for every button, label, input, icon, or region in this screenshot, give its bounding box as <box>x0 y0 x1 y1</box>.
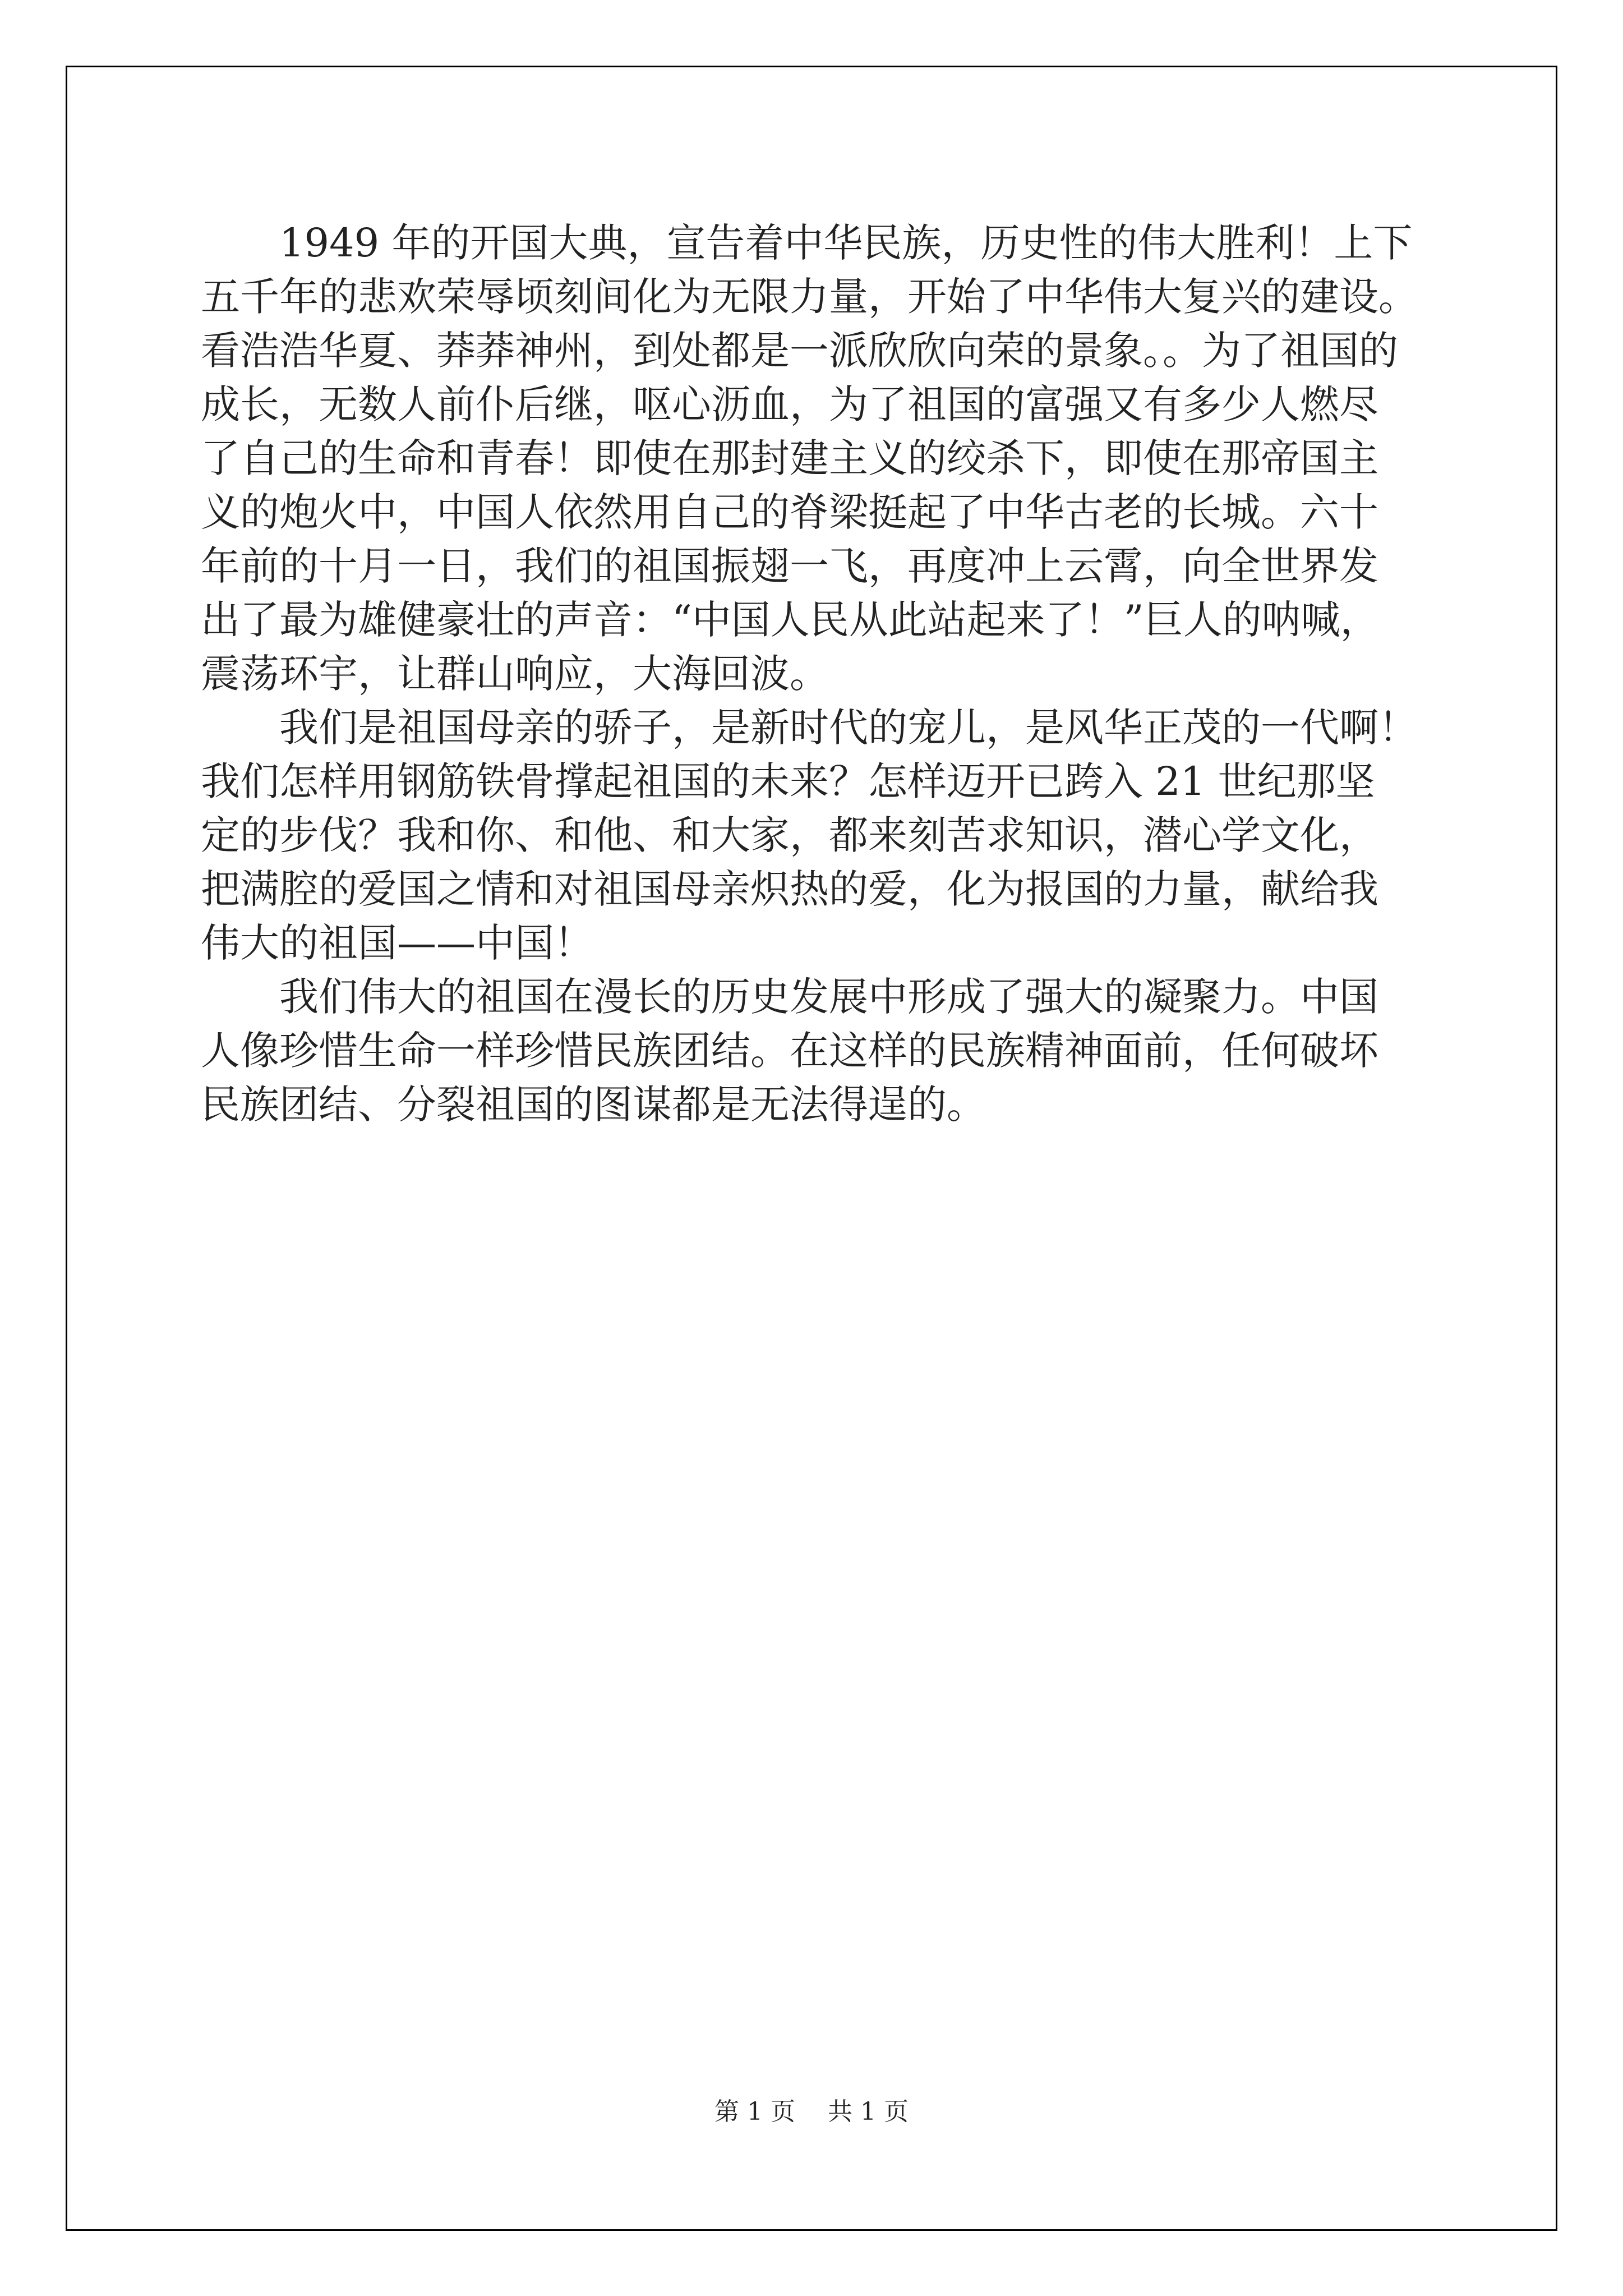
body-line: 出了最为雄健豪壮的声音：“中国人民从此站起来了！”巨人的呐喊， <box>201 597 1380 643</box>
body-line: 我们伟大的祖国在漫长的历史发展中形成了强大的凝聚力。中国 <box>201 974 1378 1020</box>
body-line: 定的步伐？我和你、和他、和大家，都来刻苦求知识，潜心学文化， <box>201 812 1378 858</box>
body-line: 人像珍惜生命一样珍惜民族团结。在这样的民族精神面前，任何破坏 <box>201 1028 1378 1074</box>
body-line: 我们怎样用钢筋铁骨撑起祖国的未来？怎样迈开已跨入 21 世纪那坚 <box>201 758 1375 804</box>
body-line: 成长，无数人前仆后继，呕心沥血，为了祖国的富强又有多少人燃尽 <box>201 381 1378 427</box>
body-line: 震荡环宇，让群山响应，大海回波。 <box>201 651 829 697</box>
body-line: 1949 年的开国大典，宣告着中华民族，历史性的伟大胜利！上下 <box>201 220 1413 266</box>
body-line: 把满腔的爱国之情和对祖国母亲炽热的爱，化为报国的力量，献给我 <box>201 866 1378 912</box>
body-line: 民族团结、分裂祖国的图谋都是无法得逞的。 <box>201 1082 986 1128</box>
body-line: 义的炮火中，中国人依然用自己的脊梁挺起了中华古老的长城。六十 <box>201 489 1378 535</box>
body-line: 我们是祖国母亲的骄子，是新时代的宠儿，是风华正茂的一代啊！ <box>201 705 1418 751</box>
body-line: 年前的十月一日，我们的祖国振翅一飞，再度冲上云霄，向全世界发 <box>201 543 1378 589</box>
body-line: 伟大的祖国——中国！ <box>201 920 593 966</box>
body-line: 五千年的悲欢荣辱顷刻间化为无限力量，开始了中华伟大复兴的建设。 <box>201 274 1418 320</box>
body-line: 了自己的生命和青春！即使在那封建主义的绞杀下，即使在那帝国主 <box>201 435 1378 481</box>
document-body <box>201 216 1435 1131</box>
page-number-footer: 第 1 页 共 1 页 <box>714 2097 909 2126</box>
body-line: 看浩浩华夏、莽莽神州，到处都是一派欣欣向荣的景象。。为了祖国的 <box>201 328 1398 374</box>
